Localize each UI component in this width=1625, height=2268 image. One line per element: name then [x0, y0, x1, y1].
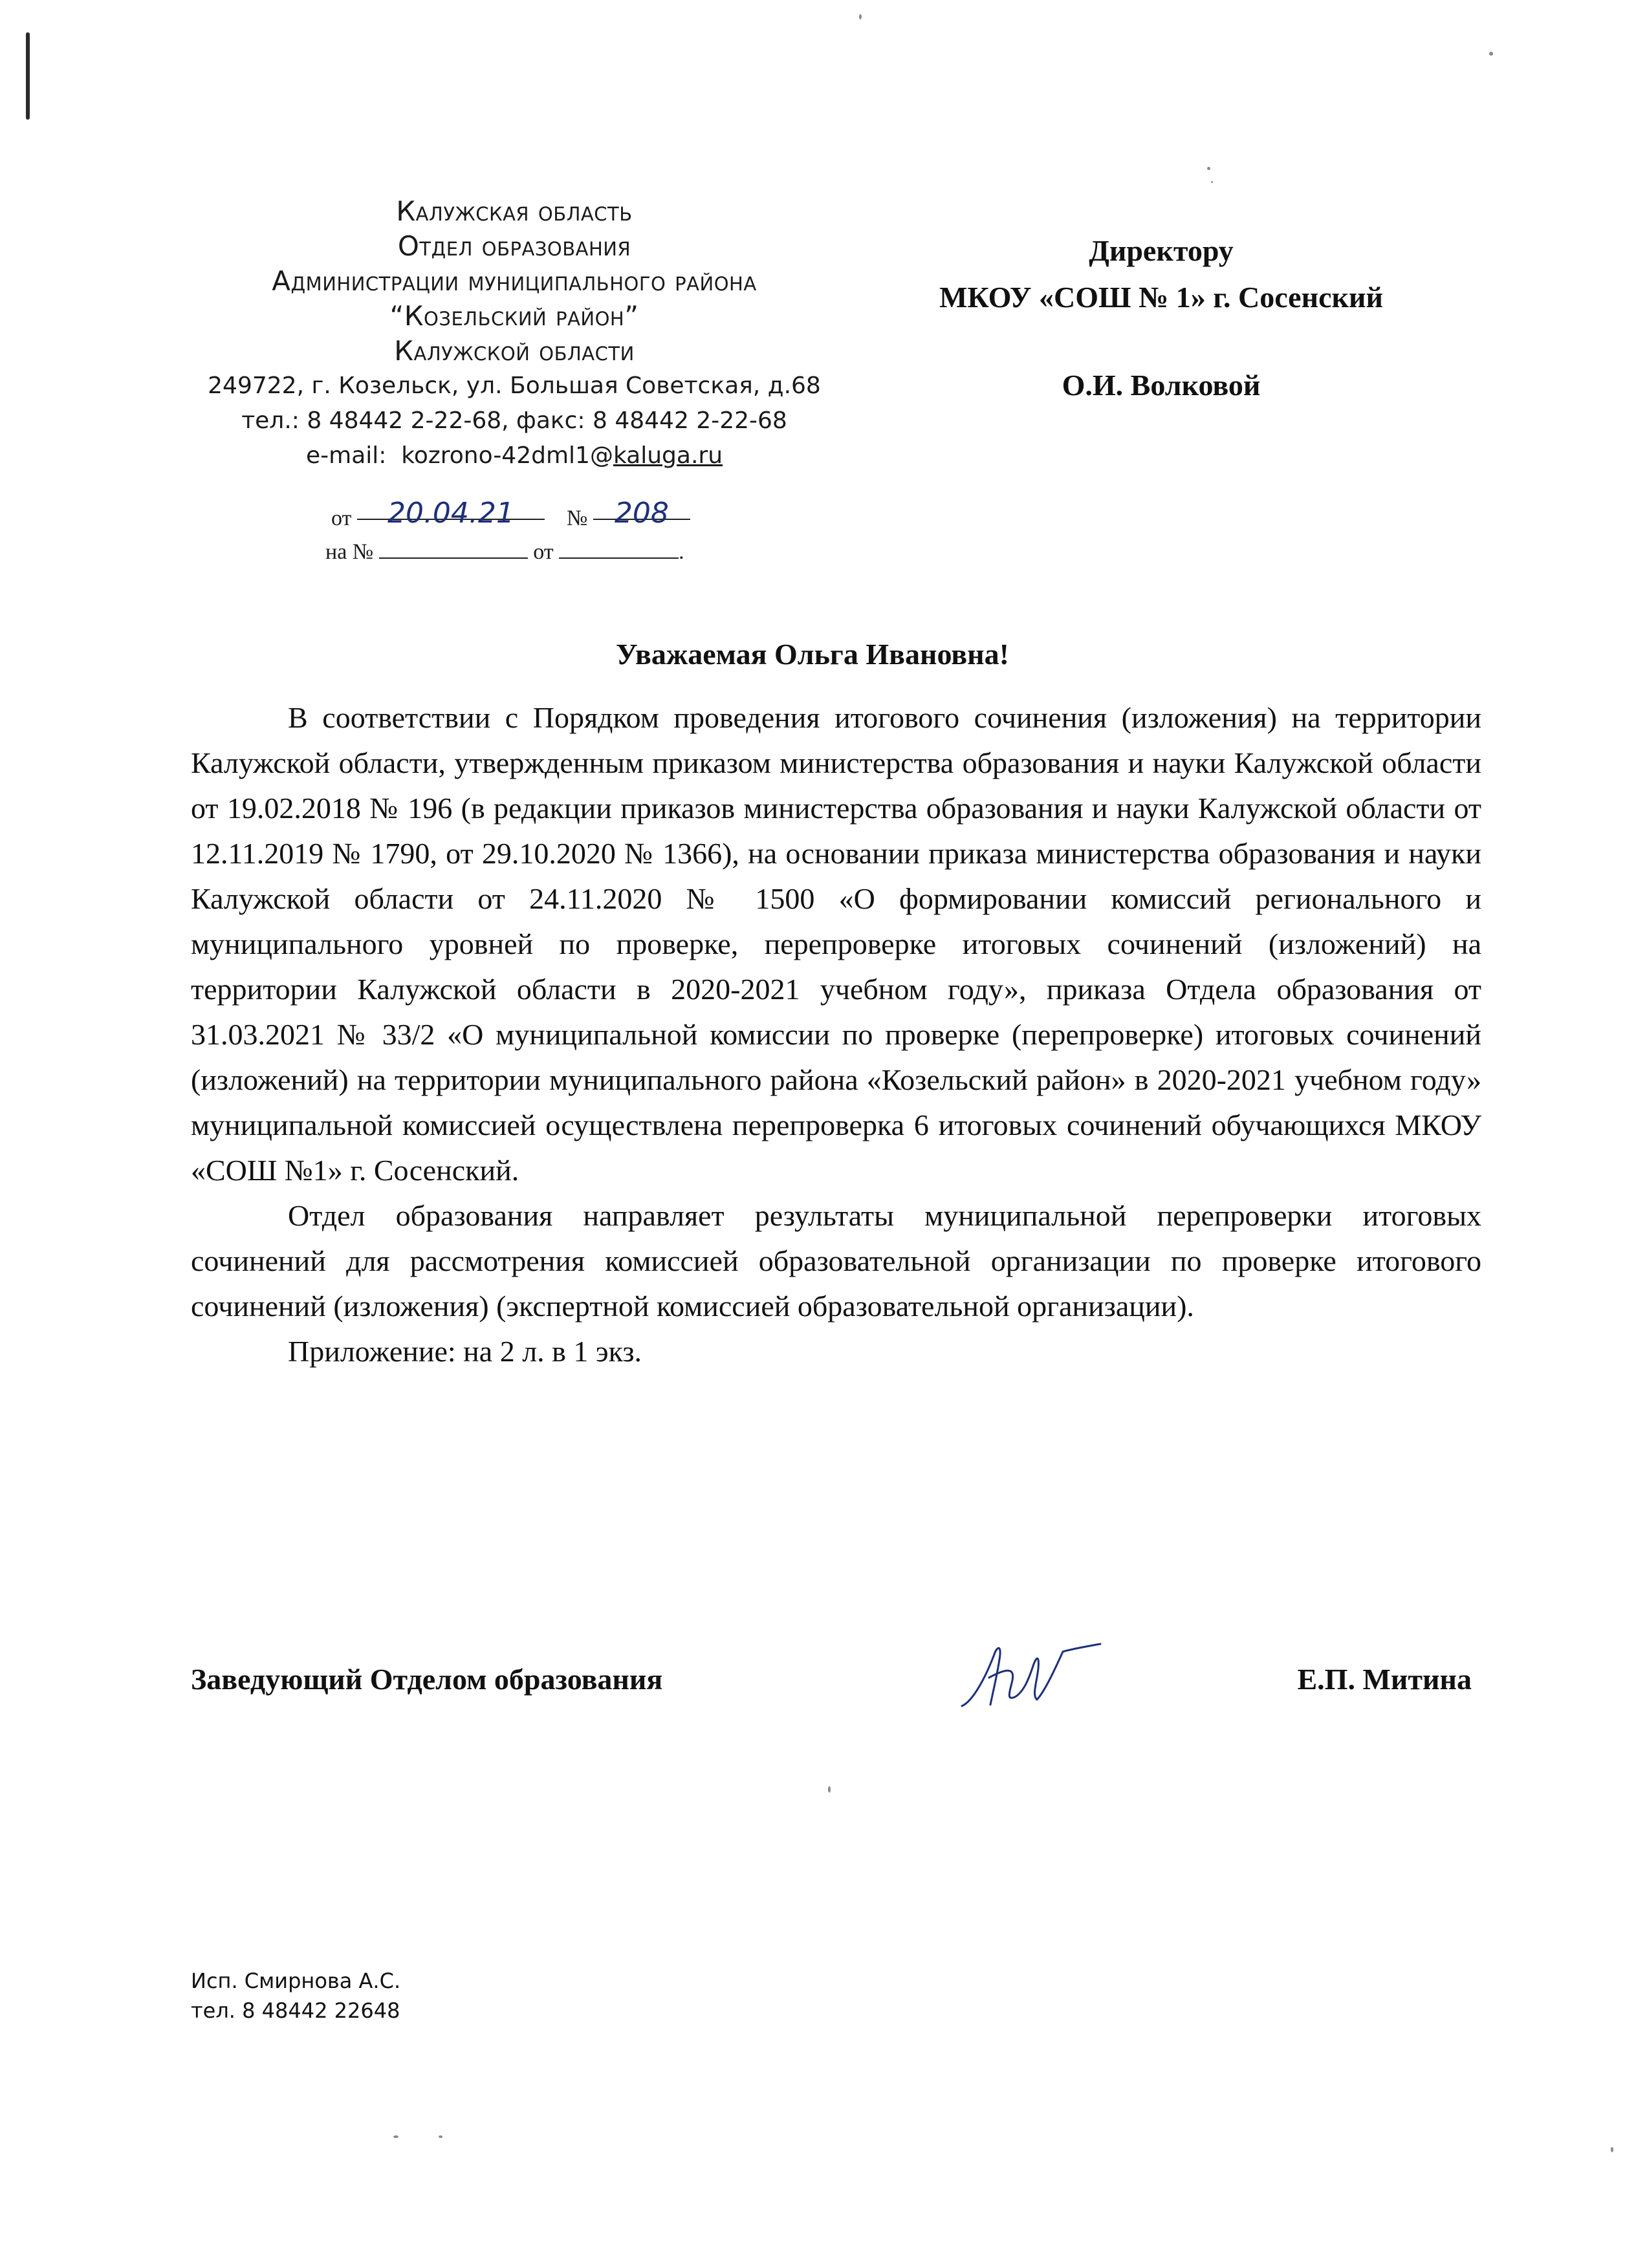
scan-speck — [393, 2135, 398, 2138]
addressee-organization: МКОУ «СОШ № 1» г. Сосенский — [939, 281, 1384, 314]
date-prefix: от — [331, 506, 352, 530]
attachment-note: Приложение: на 2 л. в 1 экз. — [288, 1335, 642, 1368]
scan-speck — [439, 2135, 442, 2138]
executor-phone: тел. 8 48442 22648 — [191, 1998, 400, 2023]
scan-speck — [1611, 2147, 1613, 2152]
reply-date-blank — [559, 538, 679, 559]
scan-speck — [1211, 181, 1213, 183]
handwritten-signature — [948, 1630, 1103, 1720]
sender-district: “Козельский район” — [389, 300, 639, 332]
body-paragraph-2: Отдел образования направляет результаты муниципальной перепроверки итоговых сочинений для рассмотрения комиссией образовательной организации по проверке итогового сочинений (изложения) (экспертной комиссией образовательной организации). — [191, 1199, 1481, 1323]
date-blank — [357, 497, 545, 530]
scan-speck — [828, 1786, 831, 1793]
reply-from: от — [533, 540, 554, 564]
sender-email — [188, 438, 841, 473]
signature-block — [191, 1643, 1472, 1720]
addressee-block — [860, 228, 1462, 409]
reply-number-blank — [379, 538, 528, 559]
signatory-name: Е.П. Митина — [1297, 1663, 1472, 1696]
email-user: kozrono-42dml1@ — [401, 442, 613, 469]
number-blank — [593, 497, 690, 530]
body-paragraph-1: В соответствии с Порядком проведения итогового сочинения (изложения) на территории Калужской области, утвержденным приказом министерства образования и науки Калужской области от 19.02.2018 № 196 (в редакции приказов министерства образования и науки Калужской области от 12.11.2019 № 1790, от 29.10.2020 № 1366), на основании приказа министерства образования и науки Калужской области от 24.11.2020 № 1500 «О формировании комиссий регионального и муниципального уровней по проверке, перепроверке итоговых сочинений (изложений) на территории Калужской области в 2020-2021 учебном году», приказа Отдела образования от 31.03.2021 № 33/2 «О муниципальной комиссии по проверке (перепроверке) итоговых сочинений (изложений) на территории муниципального района «Козельский район» в 2020-2021 учебном году» муниципальной комиссией осуществлена перепроверка 6 итоговых сочинений обучающихся МКОУ «СОШ №1» г. Сосенский. — [191, 701, 1481, 1187]
registration-reply-line — [325, 538, 684, 565]
letter-body — [191, 695, 1481, 1374]
scan-speck — [1207, 167, 1210, 170]
executor-name: Исп. Смирнова А.С. — [191, 1969, 401, 1993]
scan-speck — [1489, 52, 1493, 56]
reply-prefix: на № — [325, 540, 374, 564]
signature-title: Заведующий Отделом образования — [191, 1663, 663, 1696]
registration-date-line — [331, 499, 690, 531]
reply-end-mark: . — [679, 540, 684, 564]
sender-phones: тел.: 8 48442 2-22-68, факс: 8 48442 2-22-68 — [241, 407, 787, 434]
email-label: e-mail: — [305, 442, 387, 469]
scan-edge-mark — [26, 32, 30, 120]
handwritten-date: 20.04.21 — [387, 497, 514, 530]
email-domain-link[interactable]: kaluga.ru — [613, 442, 723, 469]
sender-administration: Администрации муниципального района — [272, 265, 757, 297]
handwritten-number: 208 — [614, 497, 669, 530]
sender-region: Калужская область — [396, 195, 633, 227]
sender-department: Отдел образования — [397, 230, 631, 262]
sender-letterhead — [188, 194, 841, 473]
addressee-position: Директору — [1089, 234, 1234, 267]
number-prefix: № — [566, 506, 588, 530]
addressee-name: О.И. Волковой — [1062, 369, 1261, 402]
scan-speck — [859, 14, 862, 19]
greeting: Уважаемая Ольга Ивановна! — [616, 638, 1009, 671]
sender-region-genitive: Калужской области — [394, 335, 635, 367]
sender-address: 249722, г. Козельск, ул. Большая Советская, д.68 — [208, 373, 821, 399]
executor-block — [191, 1966, 400, 2025]
